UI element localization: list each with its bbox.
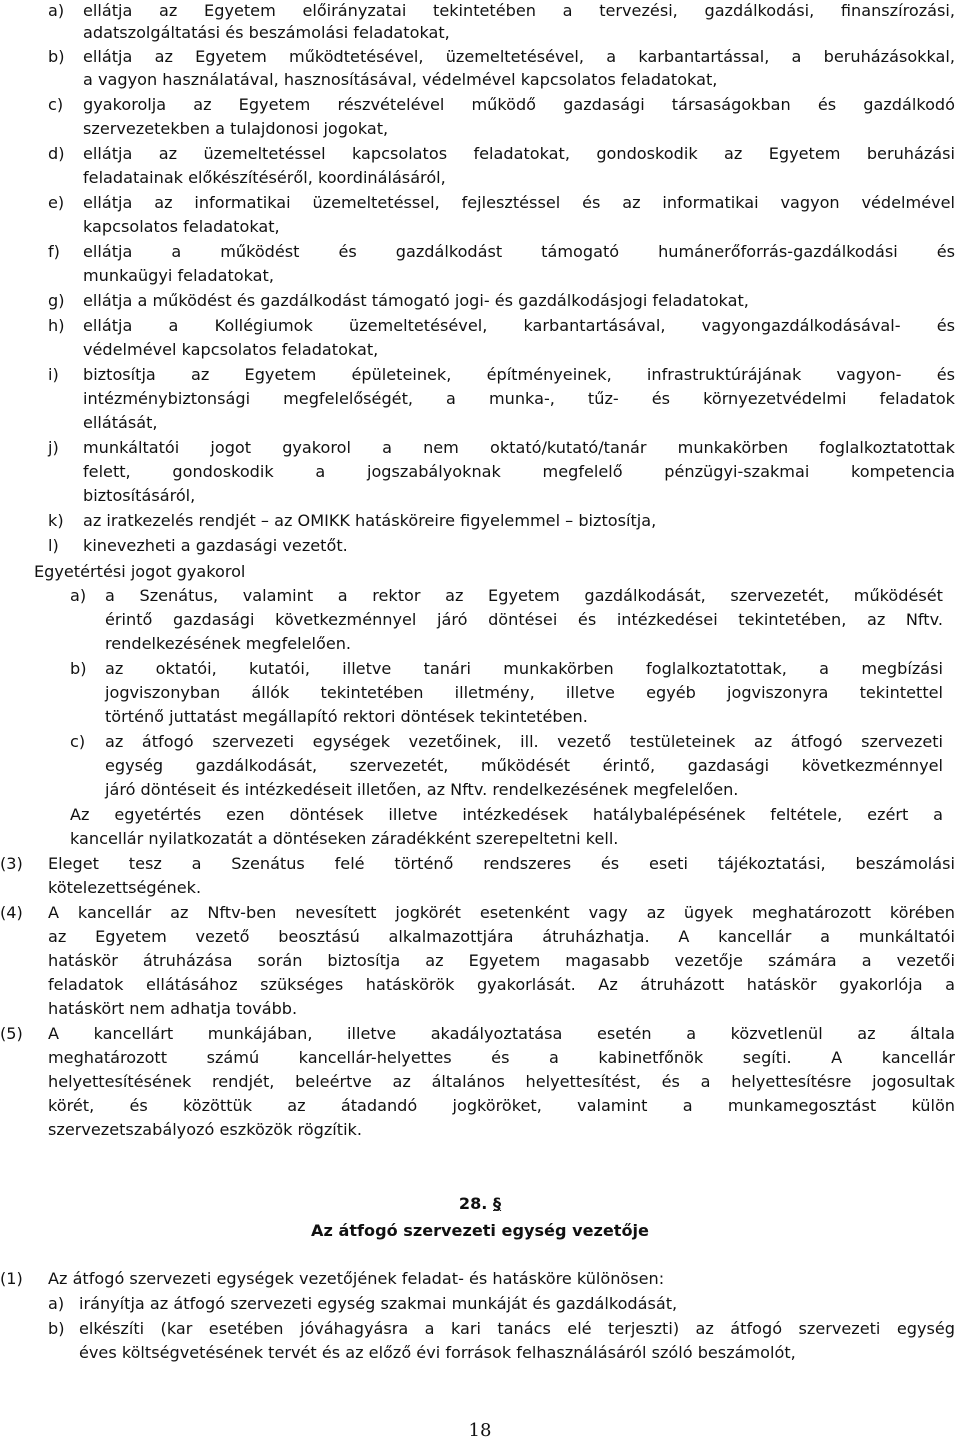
list-label: b) <box>70 659 87 678</box>
list-item-line: egység gazdálkodását, szervezetét, működését érintő, gazdasági következménnyel <box>105 756 943 775</box>
list-item-line: irányítja az átfogó szervezeti egység szakmai munkáját és gazdálkodását, <box>79 1294 678 1313</box>
paragraph-number: (4) <box>0 903 23 922</box>
list-item-line: ellátja a Kollégiumok üzemeltetésével, karbantartásával, vagyongazdálkodásával- és <box>83 316 955 335</box>
list-item-line: biztosításáról, <box>83 486 196 505</box>
list-label: d) <box>48 144 65 163</box>
paragraph-line: körét, és közöttük az átadandó jogköröket, valamint a munkamegosztást külön <box>48 1096 955 1115</box>
list-item-line: történő juttatást megállapító rektori döntések tekintetében. <box>105 707 588 726</box>
paragraph-line: szervezetszabályozó eszközök rögzítik. <box>48 1120 362 1139</box>
consent-note-line: Az egyetértés ezen döntések illetve intézkedések hatálybalépésének feltétele, ezért a <box>70 805 943 824</box>
list-item-line: érintő gazdasági következménnyel járó döntései és intézkedései tekintetében, az Nftv. <box>105 610 943 629</box>
paragraph-number: (5) <box>0 1024 23 1043</box>
list-item-line: szervezetekben a tulajdonosi jogokat, <box>83 119 389 138</box>
section-number: 28. § <box>458 1194 502 1213</box>
list-item-line: rendelkezésének megfelelően. <box>105 634 352 653</box>
list-label: l) <box>48 536 59 555</box>
list-label: e) <box>48 193 65 212</box>
list-item-line: az iratkezelés rendjét – az OMIKK hatásköreire figyelemmel – biztosítja, <box>83 511 657 530</box>
list-item-line: ellátja az üzemeltetéssel kapcsolatos feladatokat, gondoskodik az Egyetem beruházási <box>83 144 955 163</box>
list-item-line: intézménybiztonsági megfelelőségét, a munka-, tűz- és környezetvédelmi feladatok <box>83 389 955 408</box>
list-label: b) <box>48 1319 65 1338</box>
paragraph-number: (3) <box>0 854 23 873</box>
list-item-line: ellátja az Egyetem előirányzatai tekintetében a tervezési, gazdálkodási, finanszírozási, <box>83 1 955 20</box>
list-item-line: munkaügyi feladatokat, <box>83 266 274 285</box>
list-item-line: jogviszonyban állók tekintetében illetmény, illetve egyéb jogviszonyra tekintettel <box>105 683 943 702</box>
paragraph-line: Eleget tesz a Szenátus felé történő rendszeres és eseti tájékoztatási, beszámolási <box>48 854 955 873</box>
list-label: b) <box>48 47 65 66</box>
list-item-line: kinevezheti a gazdasági vezetőt. <box>83 536 348 555</box>
list-item-line: elkészíti (kar esetében jóváhagyásra a kari tanács elé terjeszti) az átfogó szervezeti egység <box>79 1319 955 1338</box>
list-label: h) <box>48 316 65 335</box>
list-label: c) <box>70 732 86 751</box>
list-item-line: védelmével kapcsolatos feladatokat, <box>83 340 379 359</box>
list-label: i) <box>48 365 59 384</box>
list-item-line: adatszolgáltatási és beszámolási feladatokat, <box>83 23 450 42</box>
list-item-line: munkáltatói jogot gyakorol a nem oktató/kutató/tanár munkakörben foglalkoztatottak <box>83 438 955 457</box>
consent-heading: Egyetértési jogot gyakorol <box>34 562 246 581</box>
list-item-line: éves költségvetésének tervét és az előző évi források felhasználásáról szóló beszámolót, <box>79 1343 796 1362</box>
paragraph-line: kötelezettségének. <box>48 878 202 897</box>
paragraph-line: hatáskört nem adhatja tovább. <box>48 999 298 1018</box>
list-label: k) <box>48 511 64 530</box>
list-item-line: feladatainak előkészítéséről, koordinálásáról, <box>83 168 446 187</box>
paragraph-line: az Egyetem vezető beosztású alkalmazottjára átruházhatja. A kancellár a munkáltatói <box>48 927 955 946</box>
list-item-line: ellátja a működést és gazdálkodást támogató humánerőforrás-gazdálkodási és <box>83 242 955 261</box>
list-label: c) <box>48 95 64 114</box>
list-label: a) <box>70 586 87 605</box>
list-item-line: biztosítja az Egyetem épületeinek, építményeinek, infrastruktúrájának vagyon- és <box>83 365 955 384</box>
list-label: a) <box>48 1294 65 1313</box>
page-number: 18 <box>468 1420 492 1441</box>
section-title: Az átfogó szervezeti egység vezetője <box>311 1221 649 1240</box>
paragraph-line: helyettesítésének rendjét, beleértve az általános helyettesítést, és a helyettesítésre jogosultak <box>48 1072 955 1091</box>
paragraph-number: (1) <box>0 1269 23 1288</box>
list-item-line: kapcsolatos feladatokat, <box>83 217 280 236</box>
list-item-line: ellátja az Egyetem működtetésével, üzemeltetésével, a karbantartással, a beruházásokkal, <box>83 47 955 66</box>
paragraph-line: A kancellár az Nftv-ben nevesített jogkörét esetenként vagy az ügyek meghatározott körében <box>48 903 955 922</box>
list-item-line: az oktatói, kutatói, illetve tanári munkakörben foglalkoztatottak, a megbízási <box>105 659 943 678</box>
paragraph-line: feladatok ellátásához szükséges hatáskörök gyakorlását. Az átruházott hatáskör gyakorlója a <box>48 975 955 994</box>
list-item-line: ellátja a működést és gazdálkodást támogató jogi- és gazdálkodásjogi feladatokat, <box>83 291 749 310</box>
list-item-line: az átfogó szervezeti egységek vezetőinek, ill. vezető testületeinek az átfogó szervezeti <box>105 732 943 751</box>
list-item-line: ellátja az informatikai üzemeltetéssel, fejlesztéssel és az informatikai vagyon védelmével <box>83 193 955 212</box>
list-label: f) <box>48 242 60 261</box>
list-item-line: a Szenátus, valamint a rektor az Egyetem gazdálkodását, szervezetét, működését <box>105 586 943 605</box>
paragraph-line: hatáskör átruházása során biztosítja az Egyetem magasabb vezetője számára a vezetői <box>48 951 955 970</box>
list-item-line: a vagyon használatával, hasznosításával, védelmével kapcsolatos feladatokat, <box>83 70 718 89</box>
paragraph-line: Az átfogó szervezeti egységek vezetőjének feladat- és hatásköre különösen: <box>48 1269 665 1288</box>
consent-note-line: kancellár nyilatkozatát a döntéseken záradékként szerepeltetni kell. <box>70 829 619 848</box>
list-item-line: felett, gondoskodik a jogszabályoknak megfelelő pénzügyi-szakmai kompetencia <box>83 462 955 481</box>
list-label: g) <box>48 291 65 310</box>
list-item-line: gyakorolja az Egyetem részvételével működő gazdasági társaságokban és gazdálkodó <box>83 95 955 114</box>
list-label: j) <box>48 438 59 457</box>
list-label: a) <box>48 1 65 20</box>
list-item-line: ellátását, <box>83 413 158 432</box>
paragraph-line: meghatározott számú kancellár-helyettes és a kabinetfőnök segíti. A kancellár <box>48 1048 955 1067</box>
list-item-line: járó döntéseit és intézkedéseit illetően, az Nftv. rendelkezésének megfelelően. <box>105 780 739 799</box>
paragraph-line: A kancellárt munkájában, illetve akadályoztatása esetén a közvetlenül az általa <box>48 1024 955 1043</box>
